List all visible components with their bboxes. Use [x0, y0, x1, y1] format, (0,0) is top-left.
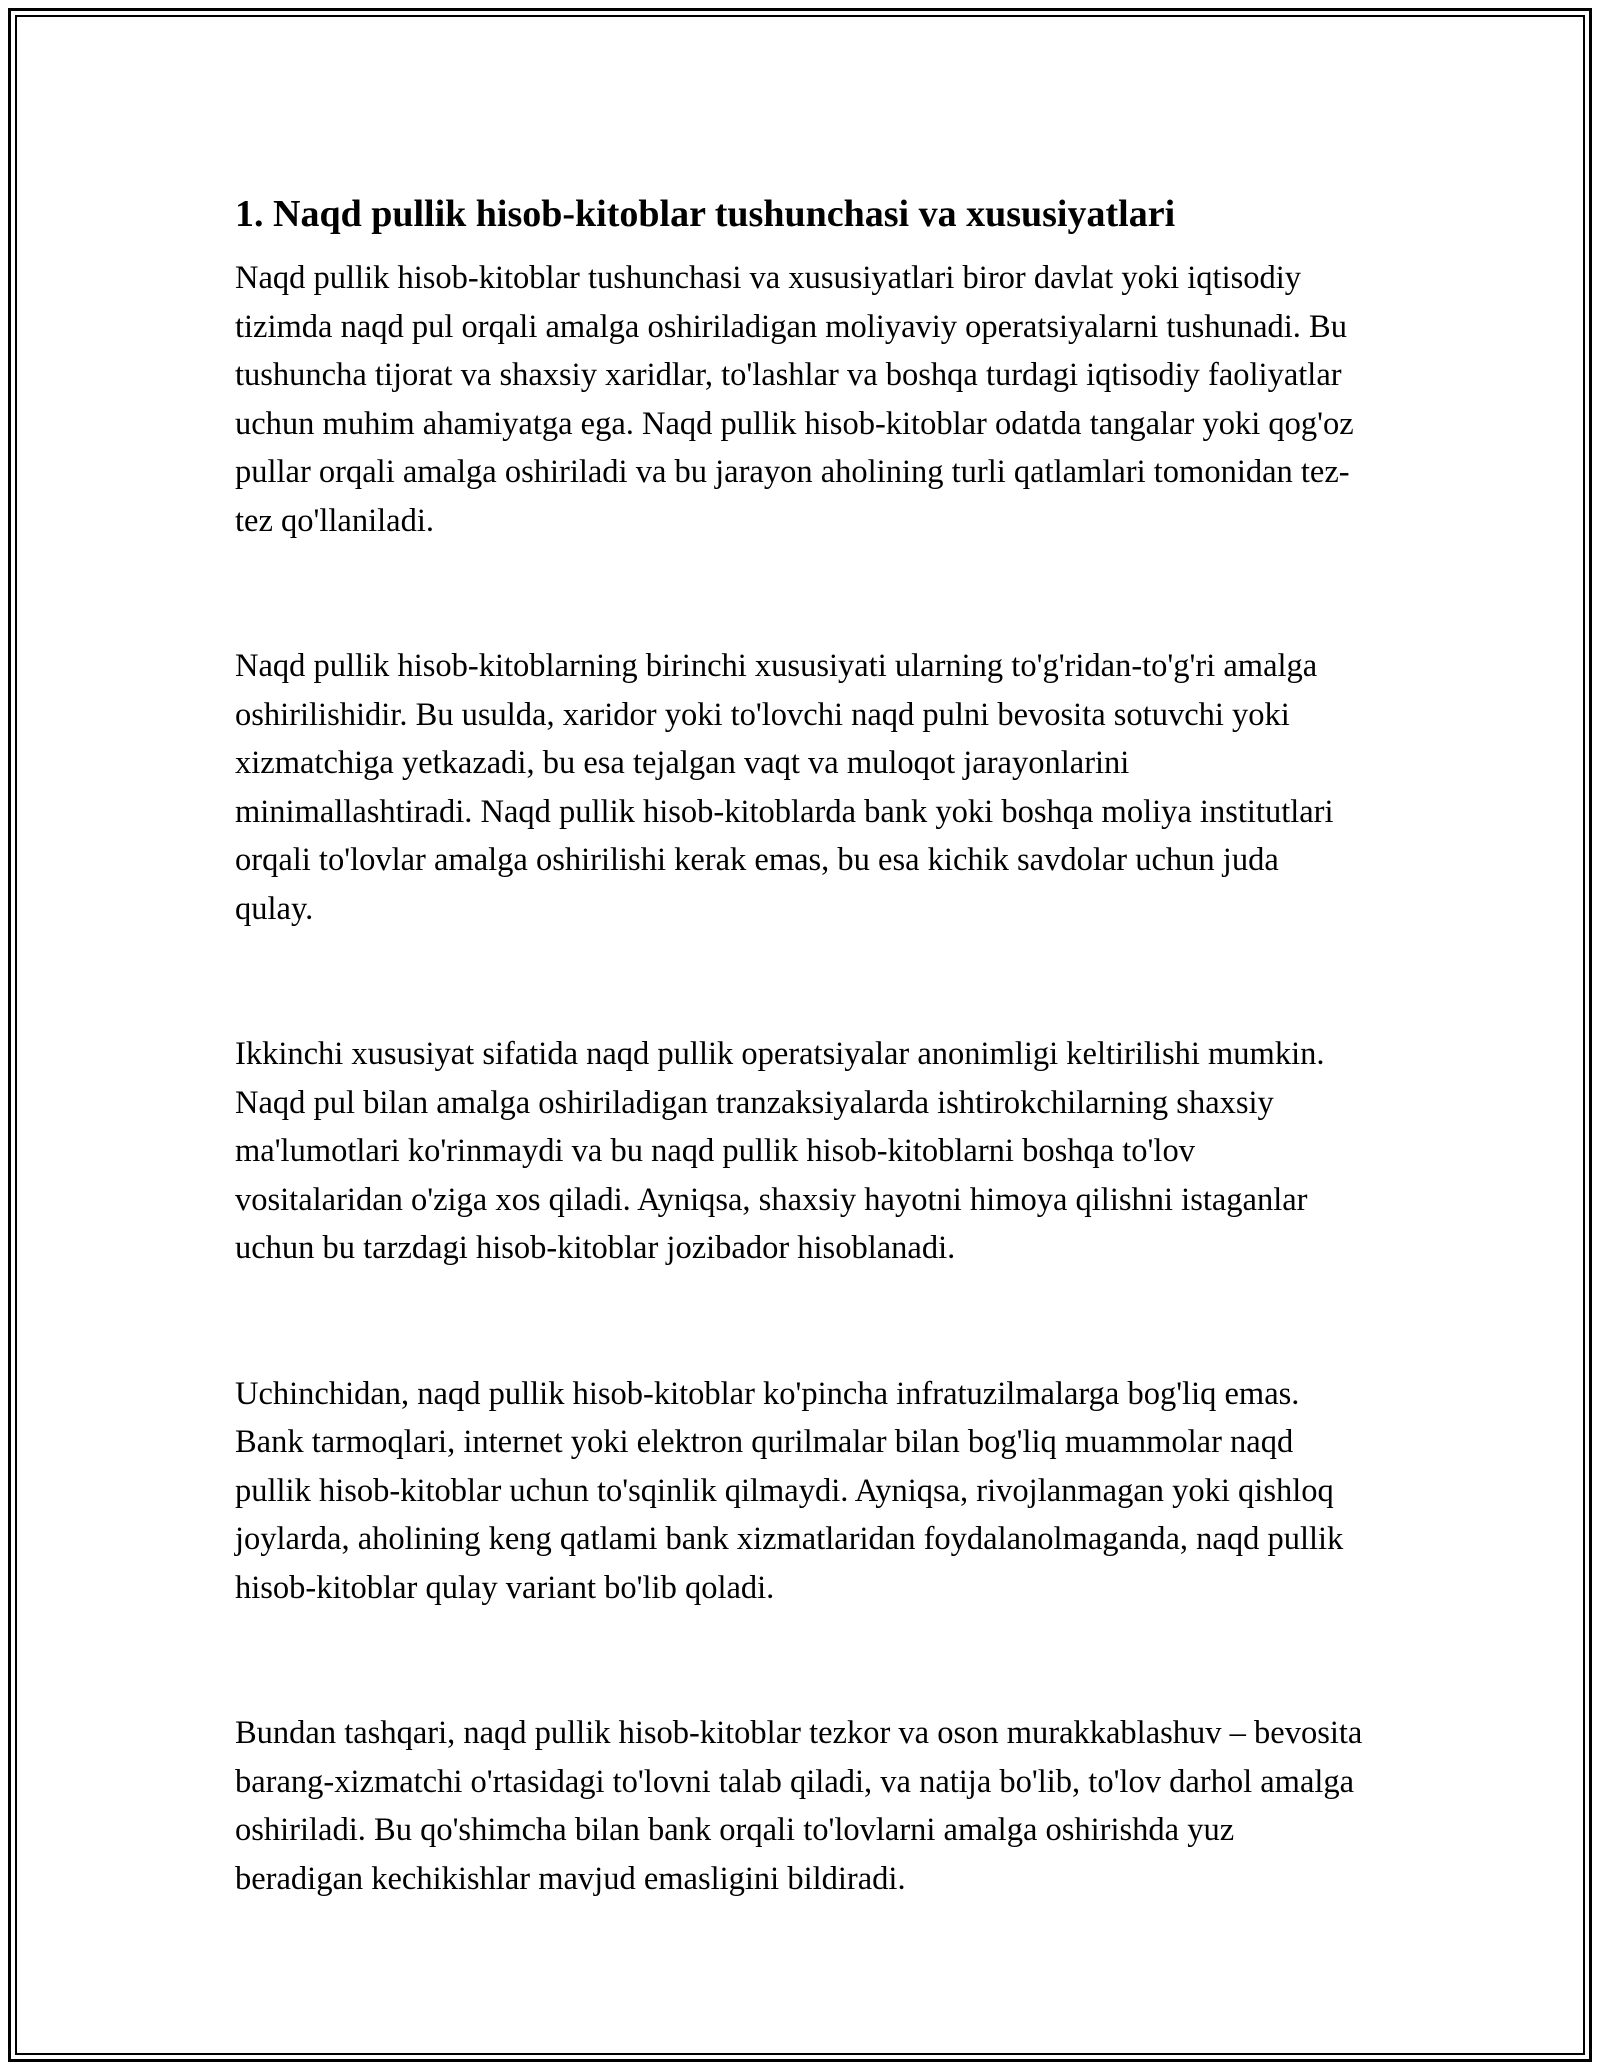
section-heading: 1. Naqd pullik hisob-kitoblar tushunchasi va xususiyatlari: [235, 193, 1176, 235]
paragraph-2: Naqd pullik hisob-kitoblarning birinchi xususiyati ularning to'g'ridan-to'g'ri amalga oshirilishidir. Bu usulda, xaridor yoki to'lovchi naqd pulni bevosita sotuvchi yoki xizmatchiga yetkazadi, bu esa tejalgan vaqt va muloqot jarayonlarini minimallashtiradi. Naqd pullik hisob-kitoblarda bank yoki boshqa moliya institutlari orqali to'lovlar amalga oshirilishi kerak emas, bu esa kichik savdolar uchun juda qulay.: [235, 648, 1334, 927]
paragraph-1: Naqd pullik hisob-kitoblar tushunchasi va xususiyatlari biror davlat yoki iqtisodiy tizimda naqd pul orqali amalga oshiriladigan moliyaviy operatsiyalarni tushunadi. Bu tushuncha tijorat va shaxsiy xaridlar, to'lashlar va boshqa turdagi iqtisodiy faoliyatlar uchun muhim ahamiyatga ega. Naqd pullik hisob-kitoblar odatda tangalar yoki qog'oz pullar orqali amalga oshiriladi va bu jarayon aholining turli qatlamlari tomonidan tez-tez qo'llaniladi.: [235, 260, 1354, 539]
paragraph-3: Ikkinchi xususiyat sifatida naqd pullik operatsiyalar anonimligi keltirilishi mumkin. Naqd pul bilan amalga oshiriladigan tranzaksiyalarda ishtirokchilarning shaxsiy ma'lumotlari ko'rinmaydi va bu naqd pullik hisob-kitoblarni boshqa to'lov vositalaridan o'ziga xos qiladi. Ayniqsa, shaxsiy hayotni himoya qilishni istaganlar uchun bu tarzdagi hisob-kitoblar jozibador hisoblanadi.: [235, 1036, 1325, 1266]
paragraph-4: Uchinchidan, naqd pullik hisob-kitoblar ko'pincha infratuzilmalarga bog'liq emas. Bank tarmoqlari, internet yoki elektron qurilmalar bilan bog'liq muammolar naqd pullik hisob-kitoblar uchun to'sqinlik qilmaydi. Ayniqsa, rivojlanmagan yoki qishloq joylarda, aholining keng qatlami bank xizmatlaridan foydalanolmaganda, naqd pullik hisob-kitoblar qulay variant bo'lib qoladi.: [235, 1375, 1344, 1606]
paragraph-5: Bundan tashqari, naqd pullik hisob-kitoblar tezkor va oson murakkablashuv – bevosita barang-xizmatchi o'rtasidagi to'lovni talab qiladi, va natija bo'lib, to'lov darhol amalga oshiriladi. Bu qo'shimcha bilan bank orqali to'lovlarni amalga oshirishda yuz beradigan kechikishlar mavjud emasligini bildiradi.: [235, 1715, 1363, 1897]
document-body: [235, 188, 1365, 1903]
